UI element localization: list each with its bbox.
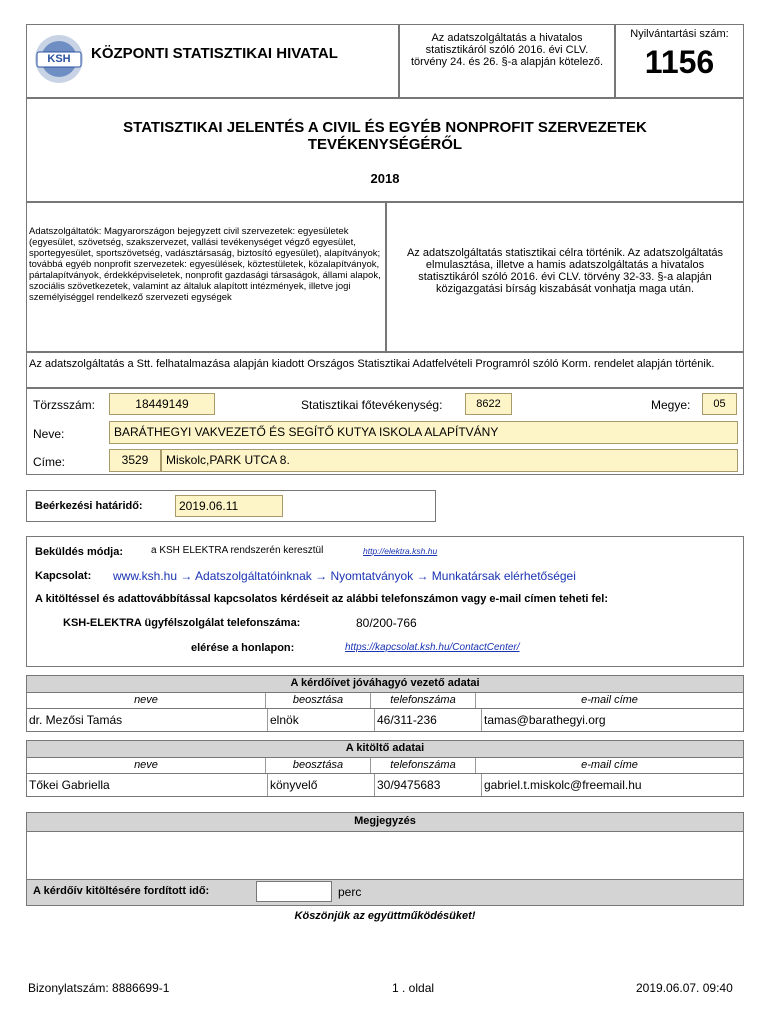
approver-name[interactable]: dr. Mezősi Tamás xyxy=(27,709,268,731)
approver-table xyxy=(26,675,744,732)
column-beosztasa: beosztása xyxy=(266,693,371,708)
helpdesk-label: KSH-ELEKTRA ügyfélszolgálat telefonszáma: xyxy=(63,617,301,629)
registration-number: 1156 xyxy=(644,44,715,80)
approver-header: A kérdőívet jóváhagyó vezető adatai xyxy=(26,675,744,693)
approver-column-headers xyxy=(26,693,744,709)
cim-field[interactable]: Miskolc,PARK UTCA 8. xyxy=(161,449,738,472)
web-label: elérése a honlapon: xyxy=(191,642,295,654)
megye-label: Megye: xyxy=(651,398,691,412)
column-neve: neve xyxy=(27,758,266,773)
time-spent-unit: perc xyxy=(338,885,362,899)
form-title-line1: STATISZTIKAI JELENTÉS A CIVIL ÉS EGYÉB NONPROFIT SZERVEZETEK xyxy=(123,119,647,136)
org-data-box xyxy=(26,388,744,475)
column-beosztasa: beosztása xyxy=(266,758,371,773)
ksh-logo xyxy=(33,33,85,85)
question-text: A kitöltéssel és adattovábbítással kapcsolatos kérdéseit az alábbi telefonszámon vagy e-mail címen teheti fel: xyxy=(35,593,609,605)
filler-phone[interactable]: 30/9475683 xyxy=(375,774,482,796)
column-telefonszama: telefonszáma xyxy=(371,693,476,708)
column-email: e-mail címe xyxy=(581,759,638,771)
org-name: KÖZPONTI STATISZTIKAI HIVATAL xyxy=(91,45,338,62)
legal-notice-box xyxy=(399,24,615,98)
helpdesk-phone: 80/200-766 xyxy=(356,616,417,630)
footer-doc-id: Bizonylatszám: 8886699-1 xyxy=(28,981,170,995)
filler-position[interactable]: könyvelő xyxy=(268,774,375,796)
submission-mode-text: a KSH ELEKTRA rendszerén keresztül xyxy=(151,545,324,556)
form-title-line2: TEVÉKENYSÉGÉRŐL xyxy=(307,136,463,153)
osap-box xyxy=(26,352,744,388)
column-telefonszama: telefonszáma xyxy=(371,758,476,773)
column-neve: neve xyxy=(27,693,266,708)
notes-area[interactable] xyxy=(26,832,744,879)
irsz-field[interactable]: 3529 xyxy=(109,449,161,472)
fotev-label: Statisztikai főtevékenység: xyxy=(301,398,443,412)
obligation-box xyxy=(386,202,744,352)
footer-timestamp: 2019.06.07. 09:40 xyxy=(636,981,733,995)
approver-phone[interactable]: 46/311-236 xyxy=(375,709,482,731)
respondents-text: Adatszolgáltatók: Magyarországon bejegyzett civil szervezetek: egyesületek (egyesület, szövetség, szakszervezet, vallási tevékenységet végző egyesület, sportegyesület, sportszövetség, vadásztársaság, biztosító egyesület), alapítványok; továbbá egyéb nonprofit szervezetek: egyesülések, köztestületek, közalapítványok, pártalapítványok, érdekképviseletek, nonprofit gazdasági társaságok, állami alapok, szociális szövetkezetek, valamint az általuk alapított intézmények, illetve jogi személyiséggel rendelkező szervezeti egységek xyxy=(29,226,381,303)
torzsszam-label: Törzsszám: xyxy=(33,398,96,412)
notes-section xyxy=(26,812,744,906)
cime-label: Címe: xyxy=(33,455,66,469)
notes-header: Megjegyzés xyxy=(26,812,744,832)
time-spent-label: A kérdőív kitöltésére fordított idő: xyxy=(33,885,210,897)
deadline-label: Beérkezési határidő: xyxy=(35,500,143,512)
registration-box xyxy=(615,24,744,98)
filler-column-headers xyxy=(26,758,744,774)
filler-name[interactable]: Tőkei Gabriella xyxy=(27,774,268,796)
time-spent-input[interactable] xyxy=(256,881,332,902)
thanks-text: Köszönjük az együttműködésüket! xyxy=(294,910,476,922)
column-email: e-mail címe xyxy=(581,694,638,706)
table-row xyxy=(26,709,744,732)
logo-text: KSH xyxy=(47,53,71,65)
contact-label: Kapcsolat: xyxy=(35,570,92,582)
table-row xyxy=(26,774,744,797)
contact-path-link[interactable]: www.ksh.hu → Adatszolgáltatóinknak → Nyomtatványok → Munkatársak elérhetőségei xyxy=(113,569,576,583)
header-org-box xyxy=(26,24,399,98)
submission-mode-label: Beküldés módja: xyxy=(35,546,124,558)
submission-box xyxy=(26,536,744,667)
legal-notice: Az adatszolgáltatás a hivatalos statisztikáról szóló 2016. évi CLV. törvény 24. és 26. §-a alapján kötelező. xyxy=(410,32,603,68)
respondents-box xyxy=(26,202,386,352)
filler-table xyxy=(26,740,744,797)
approver-email[interactable]: tamas@barathegyi.org xyxy=(484,713,606,727)
elektra-link[interactable]: http://elektra.ksh.hu xyxy=(363,546,438,556)
neve-field[interactable]: BARÁTHEGYI VAKVEZETŐ ÉS SEGÍTŐ KUTYA ISKOLA ALAPÍTVÁNY xyxy=(109,421,738,444)
footer-page-number: 1 . oldal xyxy=(392,981,435,995)
form-year: 2018 xyxy=(370,171,400,186)
deadline-field[interactable]: 2019.06.11 xyxy=(175,495,283,517)
contact-center-link[interactable]: https://kapcsolat.ksh.hu/ContactCenter/ xyxy=(345,642,520,653)
fotev-field[interactable]: 8622 xyxy=(465,393,512,415)
torzsszam-field[interactable]: 18449149 xyxy=(109,393,215,415)
filler-email[interactable]: gabriel.t.miskolc@freemail.hu xyxy=(484,778,642,792)
filler-header: A kitöltő adatai xyxy=(26,740,744,758)
time-spent-row xyxy=(26,879,744,906)
title-box xyxy=(26,98,744,202)
osap-text: Az adatszolgáltatás a Stt. felhatalmazása alapján kiadott Országos Statisztikai Adatfelvételi Programról szóló Korm. rendelet alapján történik. xyxy=(29,358,715,370)
deadline-box xyxy=(26,490,436,522)
approver-position[interactable]: elnök xyxy=(268,709,375,731)
registration-label: Nyilvántartási szám: xyxy=(630,28,729,40)
obligation-text: Az adatszolgáltatás statisztikai célra történik. Az adatszolgáltatás elmulasztása, illetve a hamis adatszolgáltatás a hivatalos statisztikáról szóló 2016. évi CLV. törvény 32-33. §-a alapján közigazgatási bírság kiszabását vonhatja maga után. xyxy=(406,247,724,295)
megye-field[interactable]: 05 xyxy=(702,393,737,415)
neve-label: Neve: xyxy=(33,427,65,441)
